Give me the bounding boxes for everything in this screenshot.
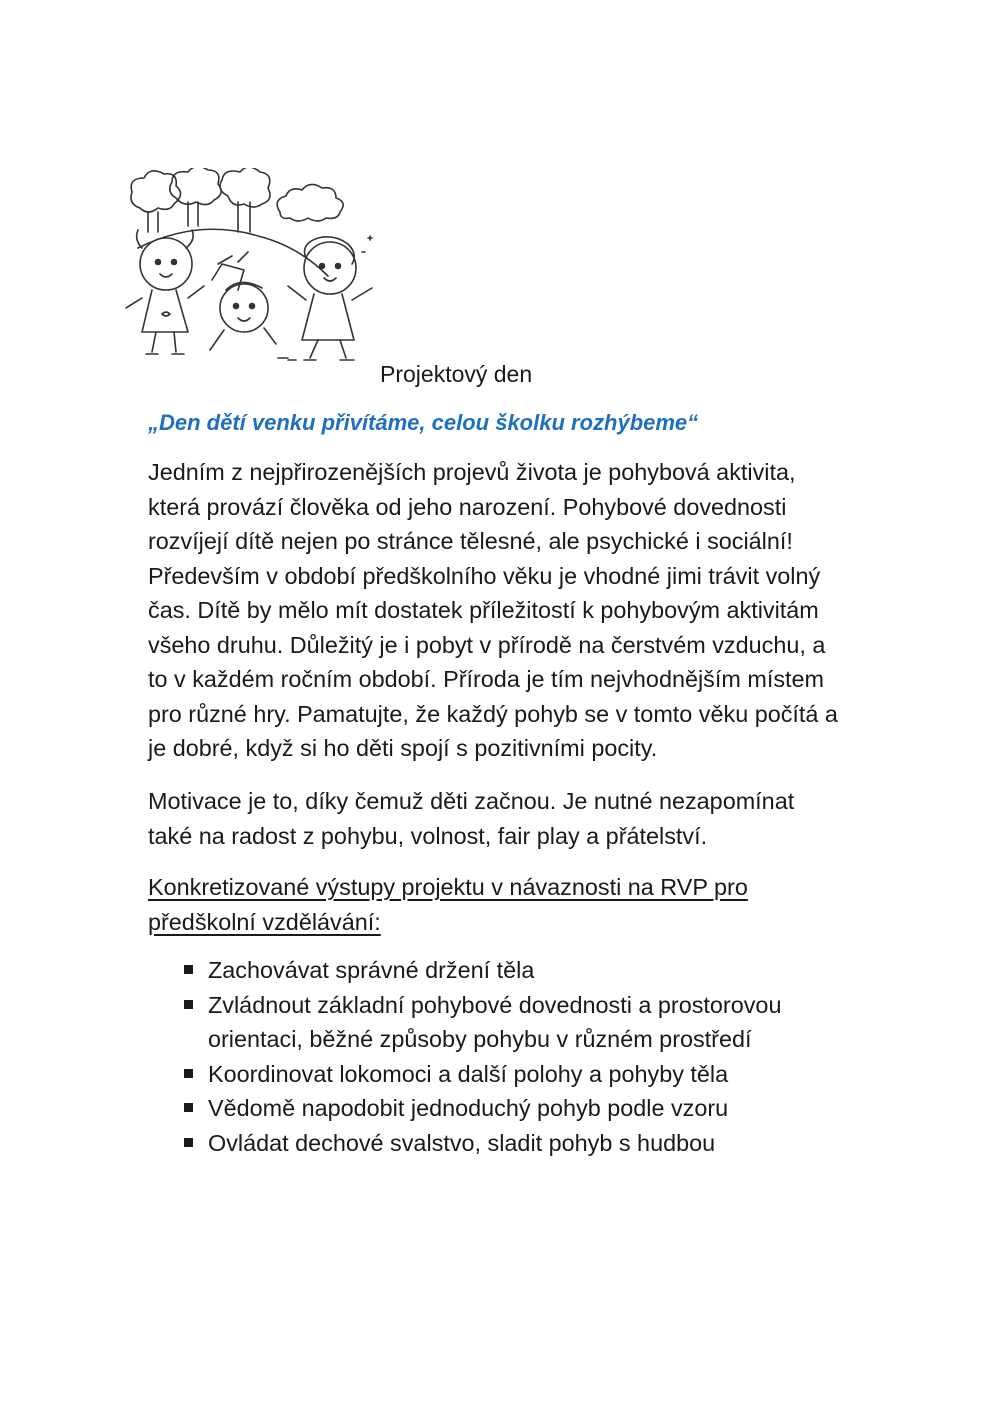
- motivation-paragraph: [148, 784, 878, 853]
- list-item-line: Koordinovat lokomoci a další polohy a pohyby těla: [208, 1060, 729, 1087]
- heading-line: předškolní vzdělávání:: [148, 908, 381, 935]
- paragraph-line: je dobré, když si ho děti spojí s pozitivními pocity.: [148, 735, 658, 761]
- list-item-line: Ovládat dechové svalstvo, sladit pohyb s hudbou: [208, 1129, 716, 1156]
- heading-line: Konkretizované výstupy projektu v návaznosti na RVP pro: [148, 874, 748, 900]
- list-item: [148, 988, 878, 1057]
- intro-paragraph: [148, 455, 878, 766]
- paragraph-line: rozvíjejí dítě nejen po stránce tělesné, ale psychické i sociální!: [148, 528, 793, 554]
- paragraph-line: pro různé hry. Pamatujte, že každý pohyb se v tomto věku počítá a: [148, 700, 838, 727]
- paragraph-line: Jedním z nejpřirozenějších projevů života je pohybová aktivita,: [148, 459, 796, 485]
- tree-icon: [131, 171, 181, 232]
- paragraph-line: čas. Dítě by mělo mít dostatek příležitostí k pohybovým aktivitám: [148, 597, 819, 623]
- square-bullet-icon: [184, 1103, 193, 1112]
- project-day-label: Projektový den: [380, 361, 533, 387]
- paragraph-line: to v každém ročním období. Příroda je tím nejvhodnějším místem: [148, 666, 825, 692]
- list-item-line: Zachovávat správné držení těla: [208, 957, 535, 983]
- paragraph-line: také na radost z pohybu, volnost, fair play a přátelství.: [148, 822, 708, 849]
- list-item: [148, 1057, 878, 1092]
- boy-figure: [210, 252, 276, 350]
- square-bullet-icon: [184, 965, 193, 974]
- list-item: [148, 953, 878, 988]
- square-bullet-icon: [184, 1138, 193, 1147]
- paragraph-line: Především v období předškolního věku je vhodné jimi trávit volný: [148, 562, 821, 589]
- list-item-line: orientaci, běžné způsoby pohybu v různém prostředí: [208, 1026, 752, 1052]
- tree-icon: [220, 168, 270, 232]
- outputs-list: [148, 953, 878, 1160]
- list-item: [148, 1126, 878, 1161]
- square-bullet-icon: [184, 1000, 193, 1009]
- outputs-heading: [148, 870, 878, 939]
- square-bullet-icon: [184, 1069, 193, 1078]
- paragraph-line: která provází člověka od jeho narození. Pohybové dovednosti: [148, 493, 787, 520]
- tree-icon: [170, 168, 221, 226]
- cloud-icon: [277, 184, 343, 221]
- list-item-line: Zvládnout základní pohybové dovednosti a prostorovou: [208, 991, 782, 1018]
- paragraph-line: všeho druhu. Důležitý je i pobyt v přírodě na čerstvém vzduchu, a: [148, 631, 826, 658]
- children-drawing-illustration: [118, 168, 380, 374]
- paragraph-line: Motivace je to, díky čemuž děti začnou. Je nutné nezapomínat: [148, 788, 795, 814]
- girl-figure: [288, 237, 372, 360]
- list-item: [148, 1091, 878, 1126]
- list-item-line: Vědomě napodobit jednoduchý pohyb podle vzoru: [208, 1095, 729, 1121]
- project-subtitle: „Den dětí venku přivítáme, celou školku rozhýbeme“: [148, 410, 699, 435]
